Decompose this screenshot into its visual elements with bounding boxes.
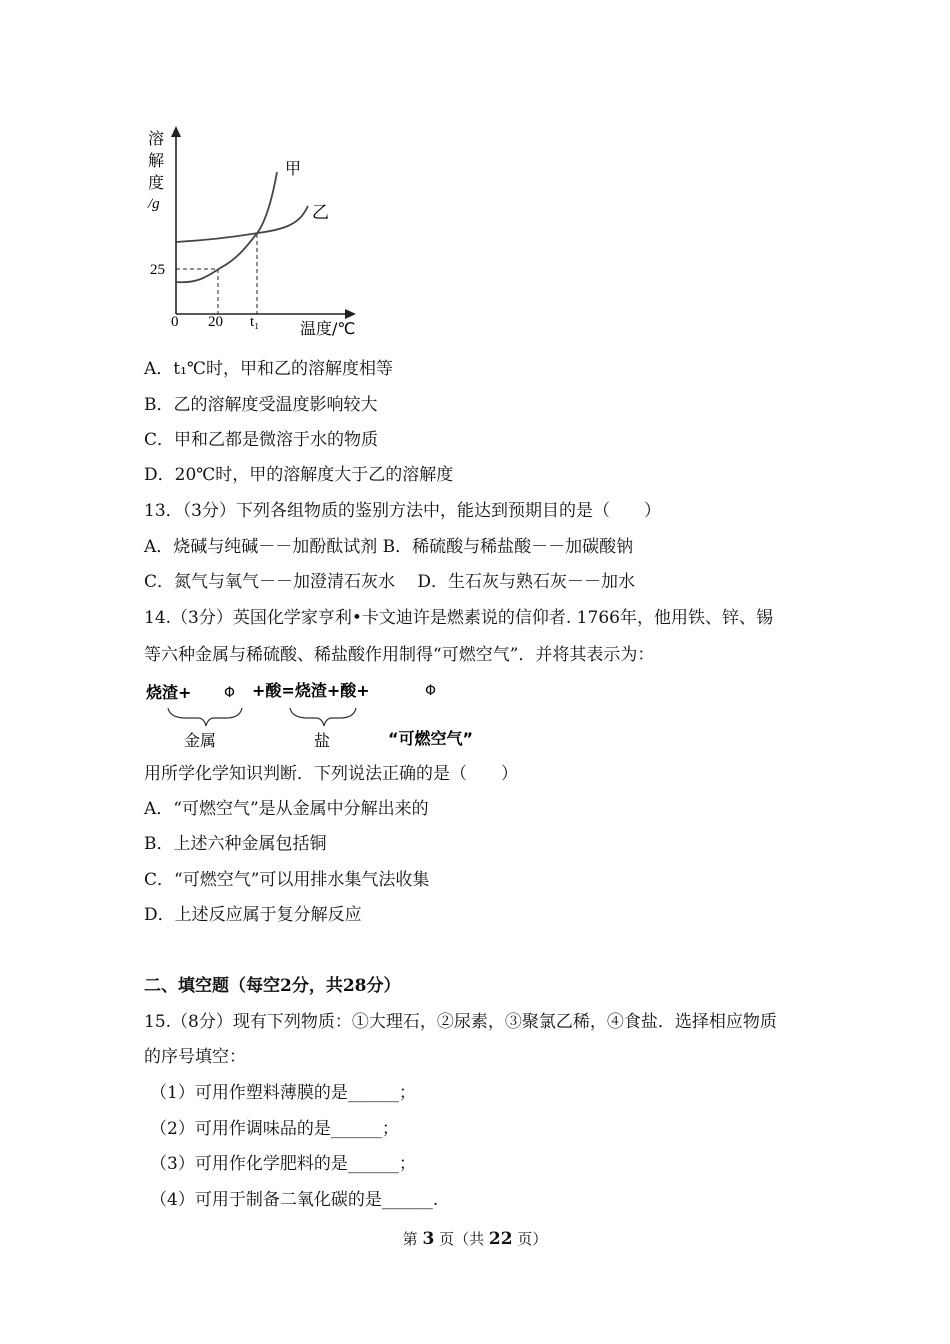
label-gas: “可燃空气” bbox=[388, 729, 474, 748]
q14-option-a: A．“可燃空气”是从金属中分解出来的 bbox=[144, 799, 429, 819]
eq-left: 烧渣+ bbox=[146, 683, 192, 702]
q14-stem-1: 14.（3分）英国化学家亨利•卡文迪许是燃素说的信仰者. 1766年，他用铁、锌、锡 bbox=[144, 608, 773, 628]
q14-stem-2: 等六种金属与稀硫酸、稀盐酸作用制得“可燃空气”．并将其表示为： bbox=[144, 645, 655, 665]
q15-sub-2: （2）可用作调味品的是______； bbox=[150, 1119, 399, 1139]
x-axis-arrow bbox=[345, 309, 356, 319]
q14-option-c: C．“可燃空气”可以用排水集气法收集 bbox=[144, 870, 430, 890]
y-tick-25: 25 bbox=[150, 262, 165, 278]
y-label-4: /g bbox=[148, 196, 160, 212]
curve-jia bbox=[176, 172, 277, 282]
q15-stem-1: 15.（8分）现有下列物质：①大理石，②尿素，③聚氯乙稀，④食盐．选择相应物质 bbox=[144, 1012, 777, 1032]
eq-mid: +酸=烧渣+酸+ bbox=[252, 681, 370, 700]
q15-sub-4: （4）可用于制备二氧化碳的是______. bbox=[150, 1190, 439, 1210]
q12-option-a: A．t₁℃时，甲和乙的溶解度相等 bbox=[144, 359, 393, 379]
q13-stem: 13．（3分）下列各组物质的鉴别方法中，能达到预期目的是（ ） bbox=[144, 501, 661, 521]
q13-options-cd: C．氮气与氧气－－加澄清石灰水 D．生石灰与熟石灰－－加水 bbox=[144, 572, 636, 592]
brace-metal bbox=[168, 708, 242, 726]
q12-option-b: B．乙的溶解度受温度影响较大 bbox=[144, 395, 378, 415]
series-label-yi: 乙 bbox=[312, 203, 329, 223]
solubility-chart bbox=[140, 122, 380, 342]
x-tick-0: 0 bbox=[171, 314, 179, 330]
y-label-3: 度 bbox=[148, 173, 165, 192]
footer-post: 页） bbox=[517, 1230, 548, 1248]
y-axis-arrow bbox=[171, 126, 181, 137]
brace-salt bbox=[290, 708, 356, 726]
footer-page-number: 3 bbox=[422, 1229, 435, 1249]
q12-option-c: C．甲和乙都是微溶于水的物质 bbox=[144, 430, 379, 450]
series-label-jia: 甲 bbox=[285, 159, 302, 178]
x-tick-t1: t₁ bbox=[250, 314, 260, 330]
eq-phi-2: Φ bbox=[425, 683, 437, 699]
q14-option-d: D．上述反应属于复分解反应 bbox=[144, 905, 362, 925]
y-label-2: 解 bbox=[148, 151, 165, 170]
footer-mid: 页（共 bbox=[439, 1230, 485, 1248]
label-metal: 金属 bbox=[184, 731, 217, 750]
q14-equation-figure bbox=[140, 676, 500, 756]
y-label-1: 溶 bbox=[148, 129, 165, 148]
q14-ask: 用所学化学知识判断．下列说法正确的是（ ） bbox=[144, 764, 518, 784]
eq-phi: Φ bbox=[224, 685, 236, 701]
q15-sub-1: （1）可用作塑料薄膜的是______； bbox=[150, 1083, 416, 1103]
label-salt: 盐 bbox=[314, 731, 331, 750]
q13-options-ab: A．烧碱与纯碱－－加酚酞试剂 B．稀硫酸与稀盐酸－－加碳酸钠 bbox=[144, 537, 634, 557]
x-axis-label: 温度/℃ bbox=[300, 319, 356, 338]
footer-total-pages: 22 bbox=[488, 1229, 513, 1249]
section-heading: 二、填空题（每空2分，共28分） bbox=[144, 976, 401, 996]
curve-yi bbox=[176, 206, 308, 242]
q15-stem-2: 的序号填空： bbox=[144, 1047, 246, 1067]
x-tick-20: 20 bbox=[208, 314, 223, 330]
q14-option-b: B．上述六种金属包括铜 bbox=[144, 834, 327, 854]
page-footer bbox=[0, 1228, 950, 1249]
q15-sub-3: （3）可用作化学肥料的是______； bbox=[150, 1154, 416, 1174]
q12-option-d: D．20℃时，甲的溶解度大于乙的溶解度 bbox=[144, 465, 454, 485]
footer-pre: 第 bbox=[402, 1230, 418, 1248]
